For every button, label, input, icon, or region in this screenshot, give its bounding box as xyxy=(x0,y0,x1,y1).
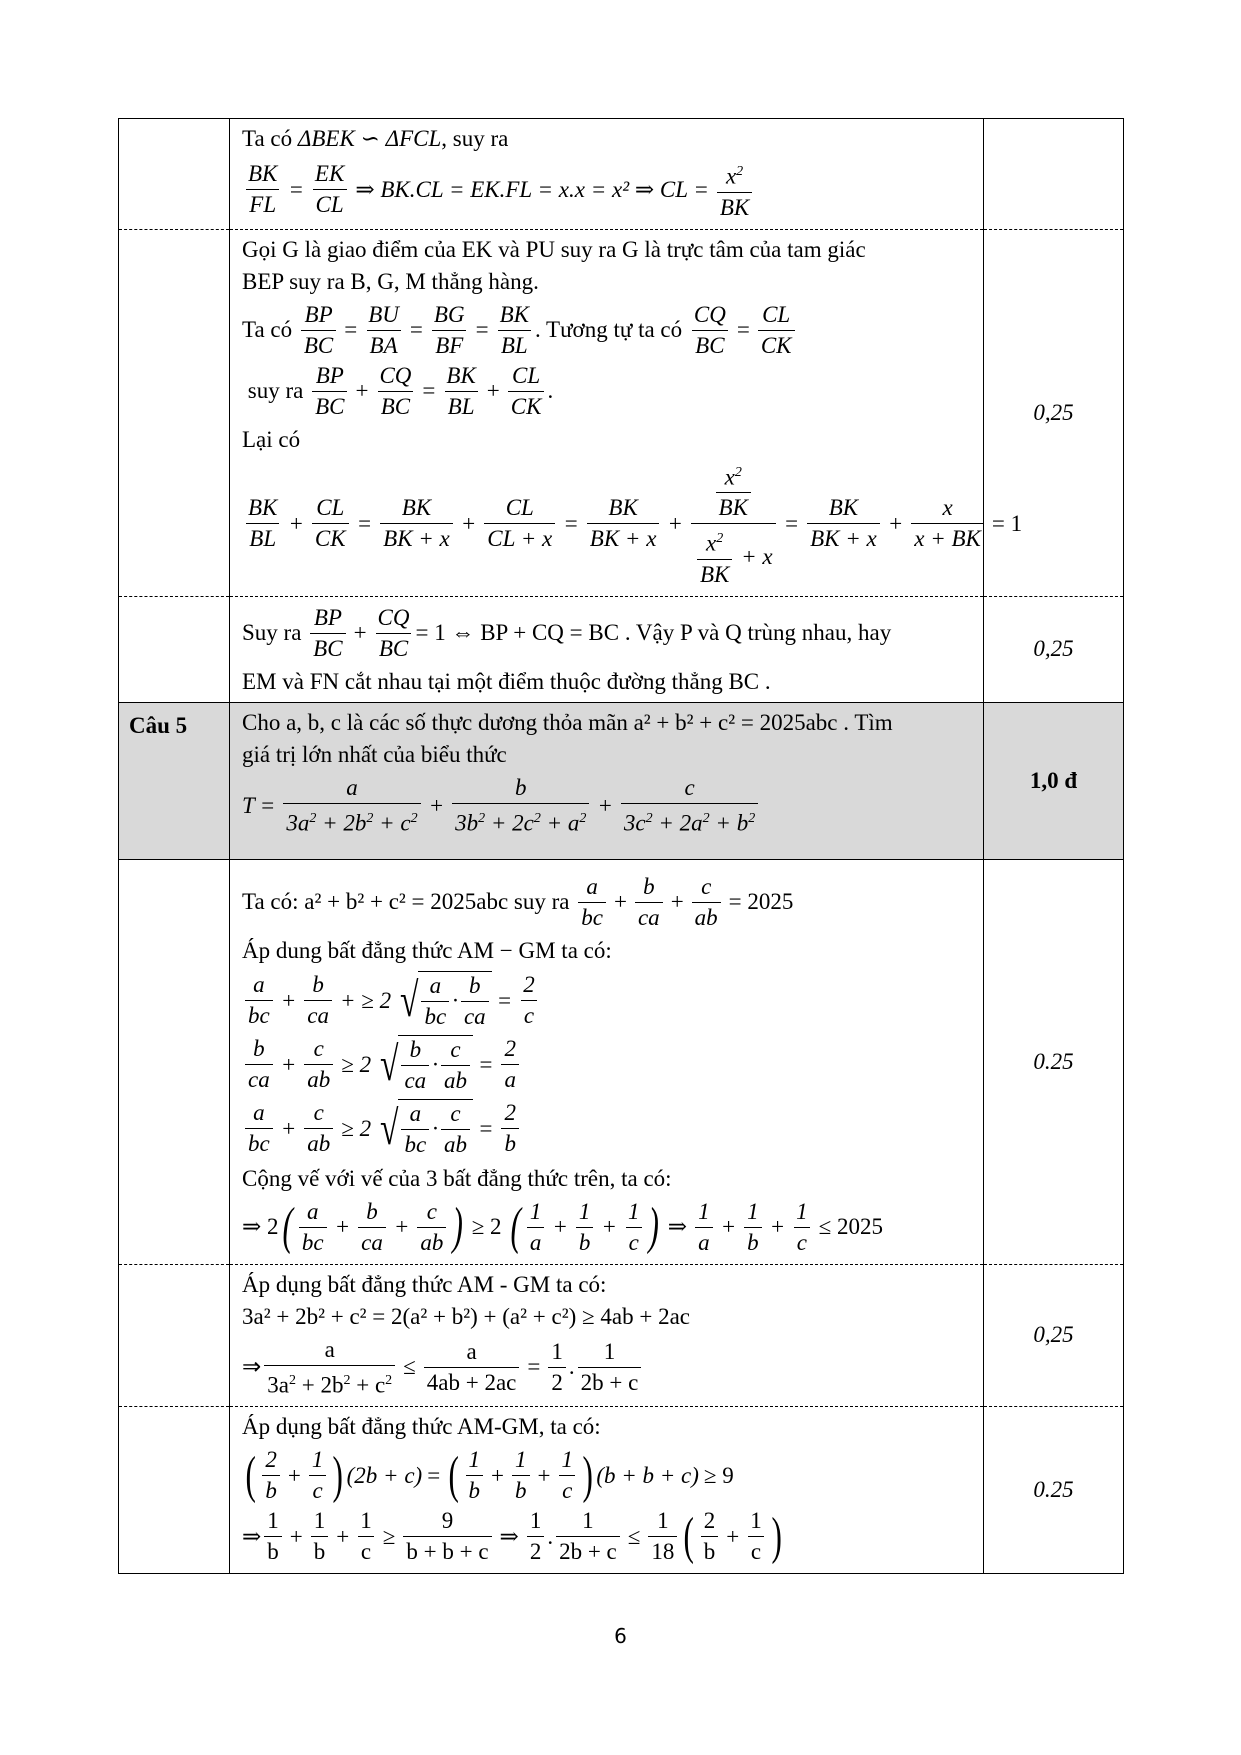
question-line-2: giá trị lớn nhất của biểu thức xyxy=(242,741,507,767)
question-label: Câu 5 xyxy=(129,712,188,738)
conclusion-line: EM và FN cắt nhau tại một điểm thuộc đường thẳng BC . xyxy=(242,668,771,694)
amgm-label-2: Áp dụng bất đẳng thức AM - GM ta có: xyxy=(242,1271,607,1297)
sum-ratio-equation: suy ra $\frac{BP}{BC}$ + $\frac{CQ}{BC}$ = $\frac{BK}{BL}$ + $\frac{CL}{CK}$ . xyxy=(247,362,554,419)
row-7 xyxy=(119,1407,1124,1574)
bound-a-inequality: ⇒ $\frac{a}{3a^2 + 2b^2 + c^2}$ ≤ $\frac{a}{4ab + 2ac}$ = $\frac{1}{2}$ . $\frac{1}{2b + c}$ xyxy=(242,1337,975,1399)
amgm-label: Áp dung bất đẳng thức AM − GM ta có: xyxy=(242,937,612,963)
row-5 xyxy=(119,859,1124,1264)
row-1 xyxy=(119,119,1124,230)
row-6 xyxy=(119,1264,1124,1407)
question-expression: T = $\frac{a}{3a^2 + 2b^2 + c^2}$ + $\frac{b}{3b^2 + 2c^2 + a^2}$ + $\frac{c}{3c^2 + 2a^2 + b^2}$ xyxy=(242,775,975,837)
sum-label: Cộng vế với vế của 3 bất đẳng thức trên, ta có: xyxy=(242,1165,672,1191)
ratio-bp-equation: Ta có $\frac{BP}{BC}$ = $\frac{BU}{BA}$ = $\frac{BG}{BF}$ = $\frac{BK}{BL}$ . Tương tự ta có $\frac{CQ}{BC}$ = $\frac{CL}{CK}$ xyxy=(242,302,975,359)
page-number: 6 xyxy=(614,1624,627,1648)
orthocenter-line: Gọi G là giao điểm của EK và PU suy ra G là trực tâm của tam giác xyxy=(242,236,866,262)
harmonic-inequality: ⇒ $\frac{1}{b}$ + $\frac{1}{b}$ + $\frac{1}{c}$ ≥ $\frac{9}{b + b + c}$ ⇒ $\frac{1}{2}$ . $\frac{1}{2b + c}$ ≤ $\frac{1}{18}$ ( $\frac{2}{b}$ + $\frac{1}{c}$ ) xyxy=(242,1507,782,1565)
lai-co-label: Lại có xyxy=(242,426,301,452)
content-cell xyxy=(230,119,984,230)
similar-triangles-line: Ta có ΔBEK ∽ ΔFCL, suy ra xyxy=(242,126,509,151)
score-r3: 0,25 xyxy=(984,596,1124,702)
sum-inequality: ⇒ 2 ( $\frac{a}{bc}$ + $\frac{b}{ca}$ + $\frac{c}{ab}$ ) ≥ 2 ( $\frac{1}{a}$ + $\frac{1}{b}$ + $\frac{1}{c}$ ) ⇒ $\frac{1}{a}$ + $\frac{1}{b}$ + $\frac{1}{c}$ ≤ 2025 xyxy=(242,1198,883,1256)
conclusion-equation: Suy ra $\frac{BP}{BC}$ + $\frac{CQ}{BC}$ = 1 ⇔ BP + CQ = BC . Vậy P và Q trùng nhau, hay xyxy=(242,604,892,661)
amgm-label-3: Áp dụng bất đẳng thức AM-GM, ta có: xyxy=(242,1414,601,1440)
ineq-3: $\frac{a}{bc}$ + $\frac{c}{ab}$ ≥ 2 √ $\frac{a}{bc}$ · $\frac{c}{ab}$ = $\frac{2}{b}$ xyxy=(242,1099,975,1159)
expansion-line: 3a² + 2b² + c² = 2(a² + b²) + (a² + c²) ≥ 4ab + 2ac xyxy=(242,1303,690,1329)
question-5-row xyxy=(119,702,1124,859)
ratio-equation: $\frac{BK}{FL}$ = $\frac{EK}{CL}$ ⇒ BK.CL = EK.FL = x.x = x² ⇒ CL = $\frac{x^2}{BK}$ xyxy=(242,159,975,221)
collinear-line: BEP suy ra B, G, M thẳng hàng. xyxy=(242,268,539,294)
score-r7: 0.25 xyxy=(984,1407,1124,1574)
ineq-2: $\frac{b}{ca}$ + $\frac{c}{ab}$ ≥ 2 √ $\frac{b}{ca}$ · $\frac{c}{ab}$ = $\frac{2}{a}$ xyxy=(242,1035,975,1095)
score-cau5: 1,0 đ xyxy=(984,702,1124,859)
score-r6: 0,25 xyxy=(984,1264,1124,1407)
score-r5: 0.25 xyxy=(984,859,1124,1264)
score-r2: 0,25 xyxy=(984,229,1124,596)
row-3 xyxy=(119,596,1124,702)
row-2 xyxy=(119,229,1124,596)
ineq-1: $\frac{a}{bc}$ + $\frac{b}{ca}$ + ≥ 2 √ $\frac{a}{bc}$ · $\frac{b}{ca}$ = $\frac{2}{c}$ xyxy=(242,971,975,1031)
col-label-cell xyxy=(119,119,230,230)
given-equation: Ta có: a² + b² + c² = 2025abc suy ra $\frac{a}{bc}$ + $\frac{b}{ca}$ + $\frac{c}{ab}$ = 2025 xyxy=(242,873,794,930)
question-line-1: Cho a, b, c là các số thực dương thỏa mãn a² + b² + c² = 2025abc . Tìm xyxy=(242,709,893,735)
score-cell xyxy=(984,119,1124,230)
cauchy-inequality: ( $\frac{2}{b}$ + $\frac{1}{c}$ ) (2b + c) = ( $\frac{1}{b}$ + $\frac{1}{b}$ + $\frac{1}{c}$ ) (b + b + c) ≥ 9 xyxy=(245,1446,734,1504)
long-equation: $\frac{BK}{BL}$ + $\frac{CL}{CK}$ = $\frac{BK}{BK + x}$ + $\frac{CL}{CL + x}$ = $\frac{BK}{BK + x}$ + $\frac{x^2}{BK}$ $\frac{x^2}{BK}$ + x = $\frac{BK}{BK + x}$ + $\frac{x}{x + BK}$ = 1 xyxy=(248,464,1023,587)
